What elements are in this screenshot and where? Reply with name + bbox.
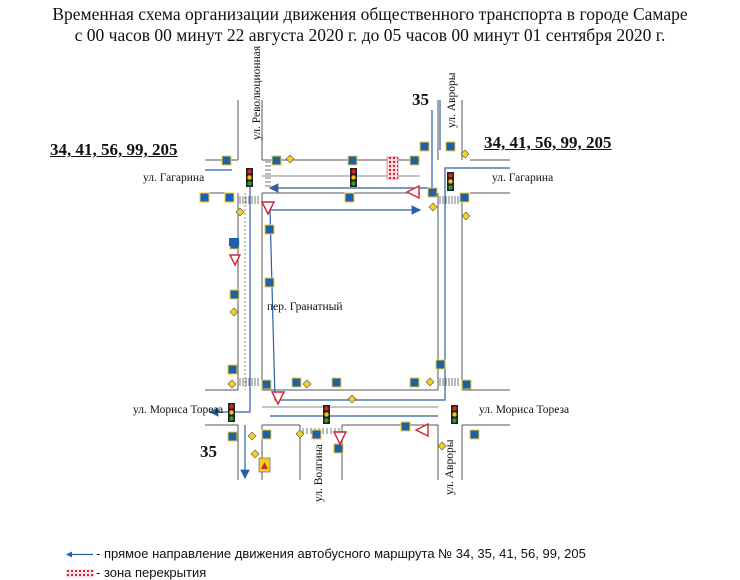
road-signs-blue bbox=[200, 142, 479, 453]
street-gagarina-right: ул. Гагарина bbox=[492, 172, 554, 184]
street-toreza-right: ул. Мориса Тореза bbox=[479, 404, 570, 416]
map-title-line-1: Временная схема организации движения общественного транспорта в городе Самаре bbox=[52, 4, 688, 24]
route-35-label-bottom: 35 bbox=[200, 442, 217, 461]
routes-label-right: 34, 41, 56, 99, 205 bbox=[484, 133, 612, 152]
street-gagarina-left: ул. Гагарина bbox=[143, 172, 205, 184]
legend-closure-text: - зона перекрытия bbox=[96, 565, 207, 580]
routes-label-left: 34, 41, 56, 99, 205 bbox=[50, 140, 178, 159]
street-avrory-top: ул. Авроры bbox=[446, 72, 458, 128]
closure-zone bbox=[387, 157, 398, 179]
route-35-label-top: 35 bbox=[412, 90, 429, 109]
street-toreza-left: ул. Мориса Тореза bbox=[133, 404, 224, 416]
street-volgina: ул. Волгина bbox=[313, 444, 325, 502]
legend-arrow-icon bbox=[66, 550, 94, 559]
info-sign bbox=[229, 238, 239, 246]
bus-stop-sign bbox=[259, 458, 270, 472]
legend-closure bbox=[66, 565, 206, 580]
street-revolyutsionnaya: ул. Революционная bbox=[251, 45, 263, 140]
closure-zone-icon bbox=[66, 569, 94, 578]
legend-direction bbox=[66, 546, 586, 561]
map-title-line-2: с 00 часов 00 минут 22 августа 2020 г. до 05 часов 00 минут 01 сентября 2020 г. bbox=[74, 25, 666, 45]
street-granatny: пер. Гранатный bbox=[267, 301, 343, 313]
street-avrory-bottom: ул. Авроры bbox=[444, 439, 456, 495]
legend-direction-text: - прямое направление движения автобусного маршрута № 34, 35, 41, 56, 99, 205 bbox=[96, 546, 586, 561]
